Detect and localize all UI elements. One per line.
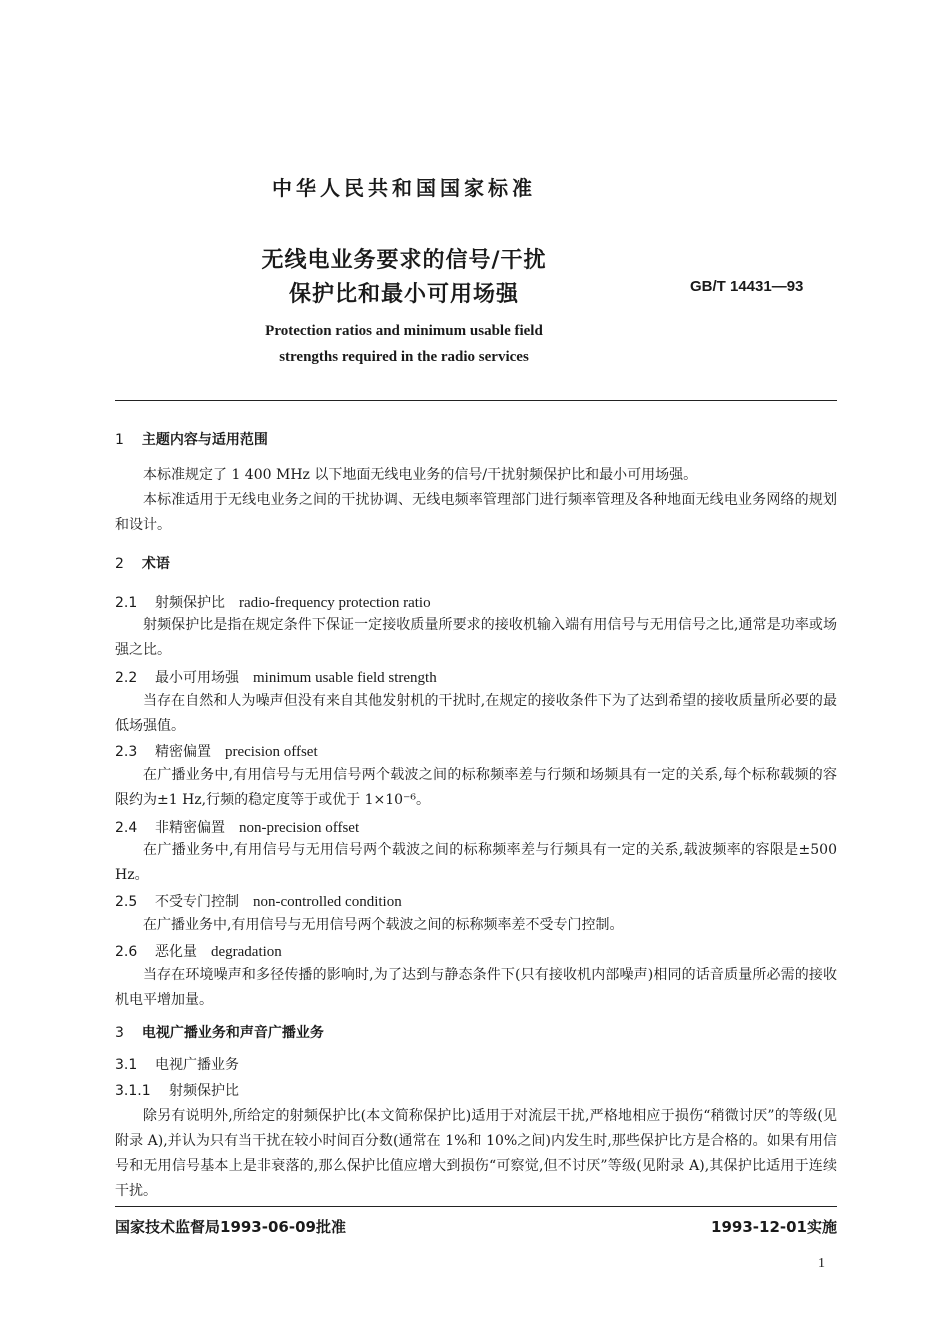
term-2-3-heading: [115, 741, 318, 761]
header-title: 中华人民共和国国家标准: [272, 176, 536, 200]
term-number: 2.5: [115, 894, 138, 910]
term-2-6-heading: [115, 941, 282, 961]
term-en: non-controlled condition: [253, 894, 402, 910]
term-2-6-definition: 当存在环境噪声和多径传播的影响时,为了达到与静态条件下(只有接收机内部噪声)相同的话音质量所必需的接收机电平增加量。: [115, 967, 837, 1008]
term-number: 2.3: [115, 744, 138, 760]
term-en: degradation: [211, 944, 282, 960]
section-number: 1: [115, 432, 124, 448]
subsection-number: 3.1: [115, 1057, 138, 1073]
section-number: 2: [115, 556, 124, 572]
term-2-2-heading: [115, 667, 437, 687]
term-en: precision offset: [225, 744, 318, 760]
term-2-3-definition: 在广播业务中,有用信号与无用信号两个载波之间的标称频率差与行频和场频具有一定的关系,每个标称载频的容限约为±1 Hz,行频的稳定度等于或优于 1×10⁻⁶。: [115, 767, 837, 808]
term-en: non-precision offset: [239, 820, 360, 836]
section-title: 主题内容与适用范围: [141, 432, 268, 448]
section-2-heading: [115, 553, 170, 573]
term-cn: 非精密偏置: [155, 820, 225, 836]
subsection-3-1-heading: [115, 1054, 239, 1074]
section-number: 3: [115, 1025, 124, 1041]
term-cn: 精密偏置: [155, 744, 211, 760]
term-cn: 最小可用场强: [155, 670, 239, 686]
title-en-line2: strengths required in the radio services: [279, 349, 529, 365]
term-number: 2.4: [115, 820, 138, 836]
title-cn-line1: 无线电业务要求的信号/干扰: [261, 248, 547, 273]
term-en: minimum usable field strength: [253, 670, 437, 686]
term-number: 2.6: [115, 944, 138, 960]
subsection-3-1-1-heading: [115, 1080, 239, 1100]
term-cn: 恶化量: [155, 944, 197, 960]
section-3-heading: [115, 1022, 324, 1042]
term-2-5-heading: [115, 891, 402, 911]
term-cn: 不受专门控制: [155, 894, 239, 910]
term-number: 2.1: [115, 595, 138, 611]
section-title: 术语: [141, 556, 170, 572]
term-2-4-definition: 在广播业务中,有用信号与无用信号两个载波之间的标称频率差与行频具有一定的关系,载波频率的容限是±500 Hz。: [115, 842, 837, 883]
term-en: radio-frequency protection ratio: [239, 595, 431, 611]
subsection-title: 电视广播业务: [155, 1057, 239, 1073]
implementation-date: 1993-12-01实施: [711, 1218, 837, 1236]
section-1-heading: [115, 429, 268, 449]
subsection-title: 射频保护比: [169, 1083, 239, 1099]
term-2-1-heading: [115, 592, 431, 612]
footer-divider: [115, 1206, 837, 1207]
approval-note: 国家技术监督局1993-06-09批准: [115, 1218, 346, 1236]
title-cn-line2: 保护比和最小可用场强: [288, 282, 519, 307]
term-2-5-definition: 在广播业务中,有用信号与无用信号两个载波之间的标称频率差不受专门控制。: [143, 917, 624, 933]
term-2-2-definition: 当存在自然和人为噪声但没有来自其他发射机的干扰时,在规定的接收条件下为了达到希望的接收质量所必要的最低场强值。: [115, 693, 837, 734]
title-en-line1: Protection ratios and minimum usable field: [265, 323, 543, 339]
subsection-number: 3.1.1: [115, 1083, 151, 1099]
section-1-paragraph-2: 本标准适用于无线电业务之间的干扰协调、无线电频率管理部门进行频率管理及各种地面无线电业务网络的规划和设计。: [115, 492, 837, 533]
term-2-1-definition: 射频保护比是指在规定条件下保证一定接收质量所要求的接收机输入端有用信号与无用信号之比,通常是功率或场强之比。: [115, 617, 837, 658]
term-2-4-heading: [115, 817, 359, 837]
header-divider: [115, 400, 837, 401]
term-cn: 射频保护比: [155, 595, 225, 611]
page-number: 1: [818, 1256, 825, 1271]
term-number: 2.2: [115, 670, 138, 686]
standard-number: GB/T 14431—93: [690, 278, 804, 295]
section-title: 电视广播业务和声音广播业务: [141, 1025, 324, 1041]
section-3-paragraph: 除另有说明外,所给定的射频保护比(本文简称保护比)适用于对流层干扰,严格地相应于损伤“稍微讨厌”的等级(见附录 A),并认为只有当干扰在较小时间百分数(通常在 1%和 10%之间)内发生时,那些保护比方是合格的。如果有用信号和无用信号基本上是非衰落的,那么保护比值应增大到损伤“可察觉,但不讨厌”等级(见附录 A),其保护比适用于连续干扰。: [115, 1108, 837, 1199]
section-1-paragraph-1: 本标准规定了 1 400 MHz 以下地面无线电业务的信号/干扰射频保护比和最小可用场强。: [143, 467, 698, 483]
